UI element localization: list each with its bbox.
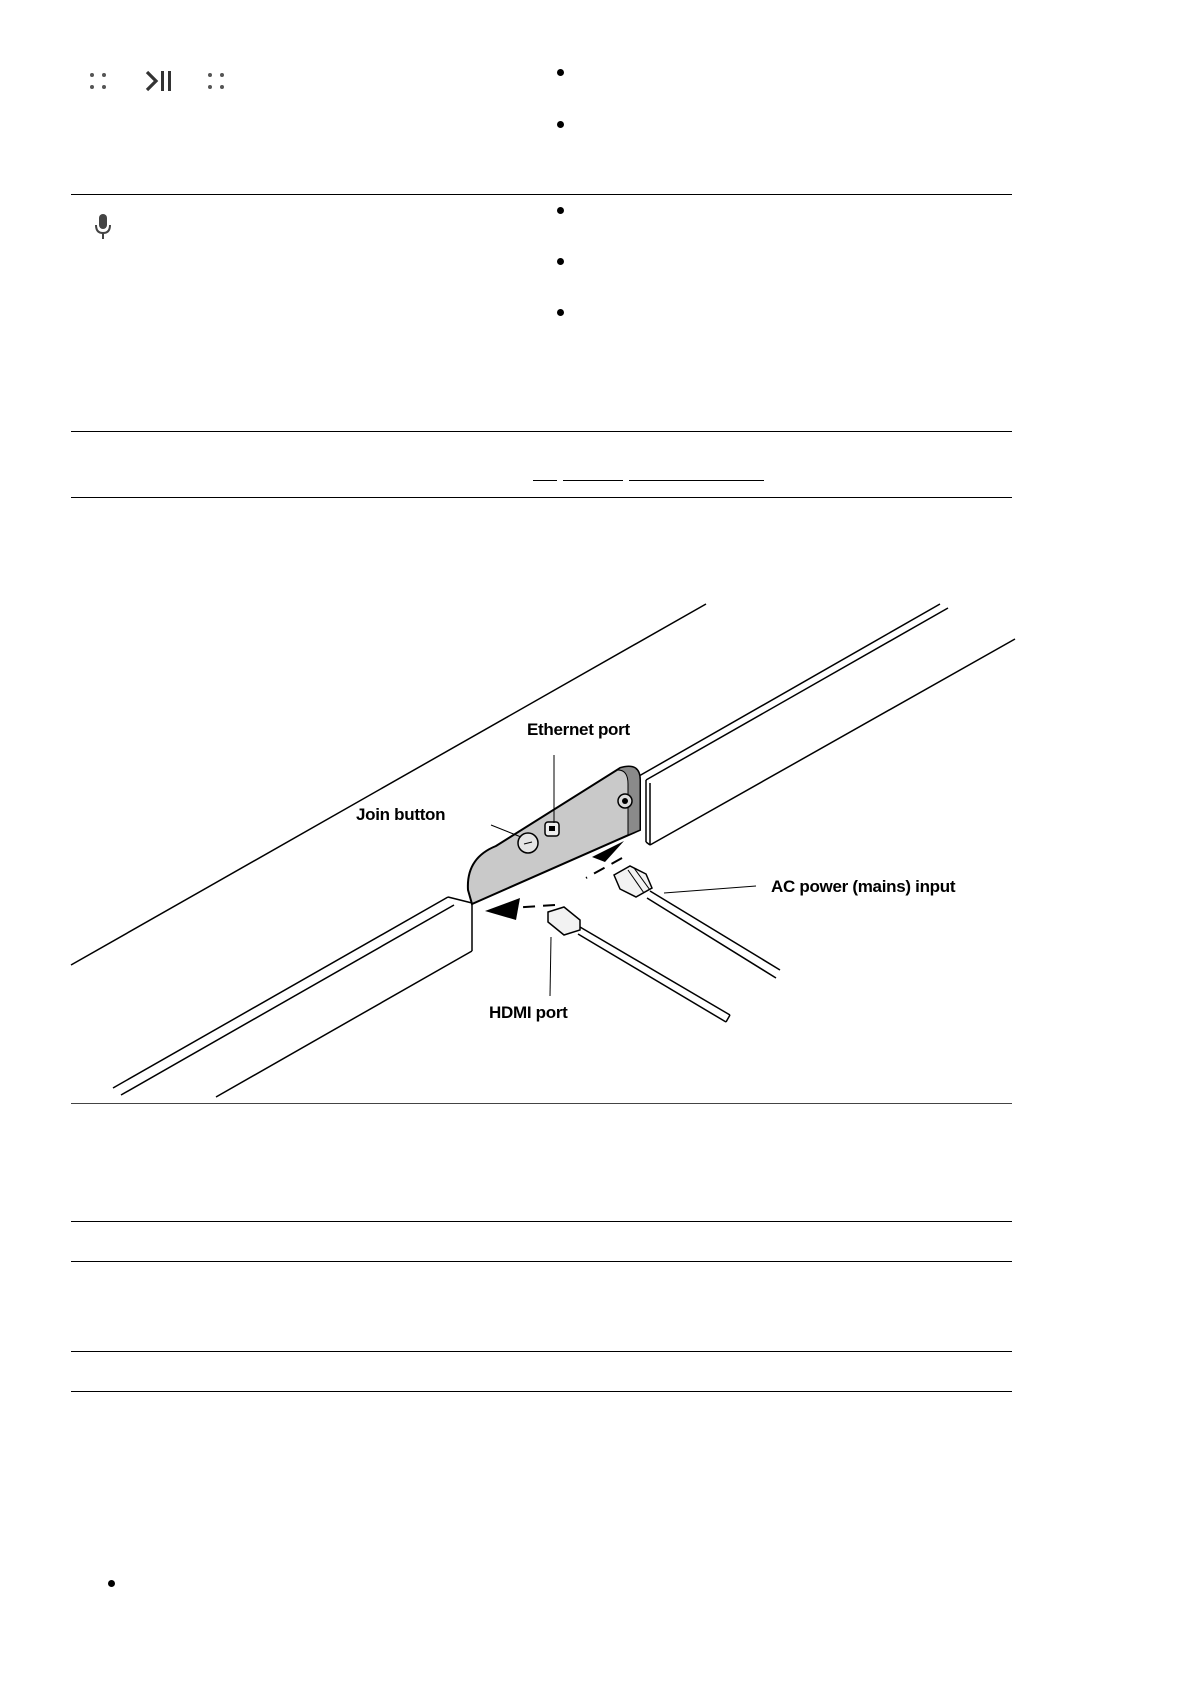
table-divider xyxy=(71,1391,1012,1392)
table-divider xyxy=(71,1221,1012,1222)
ethernet-port-label: Ethernet port xyxy=(527,720,630,739)
table-divider xyxy=(71,1351,1012,1352)
ac-power-label: AC power (mains) input xyxy=(771,877,956,896)
table-divider xyxy=(71,1103,1012,1104)
table-divider xyxy=(71,1261,1012,1262)
join-button-label: Join button xyxy=(356,805,446,824)
list-bullet xyxy=(108,1580,115,1587)
hdmi-port-label: HDMI port xyxy=(489,1003,568,1022)
